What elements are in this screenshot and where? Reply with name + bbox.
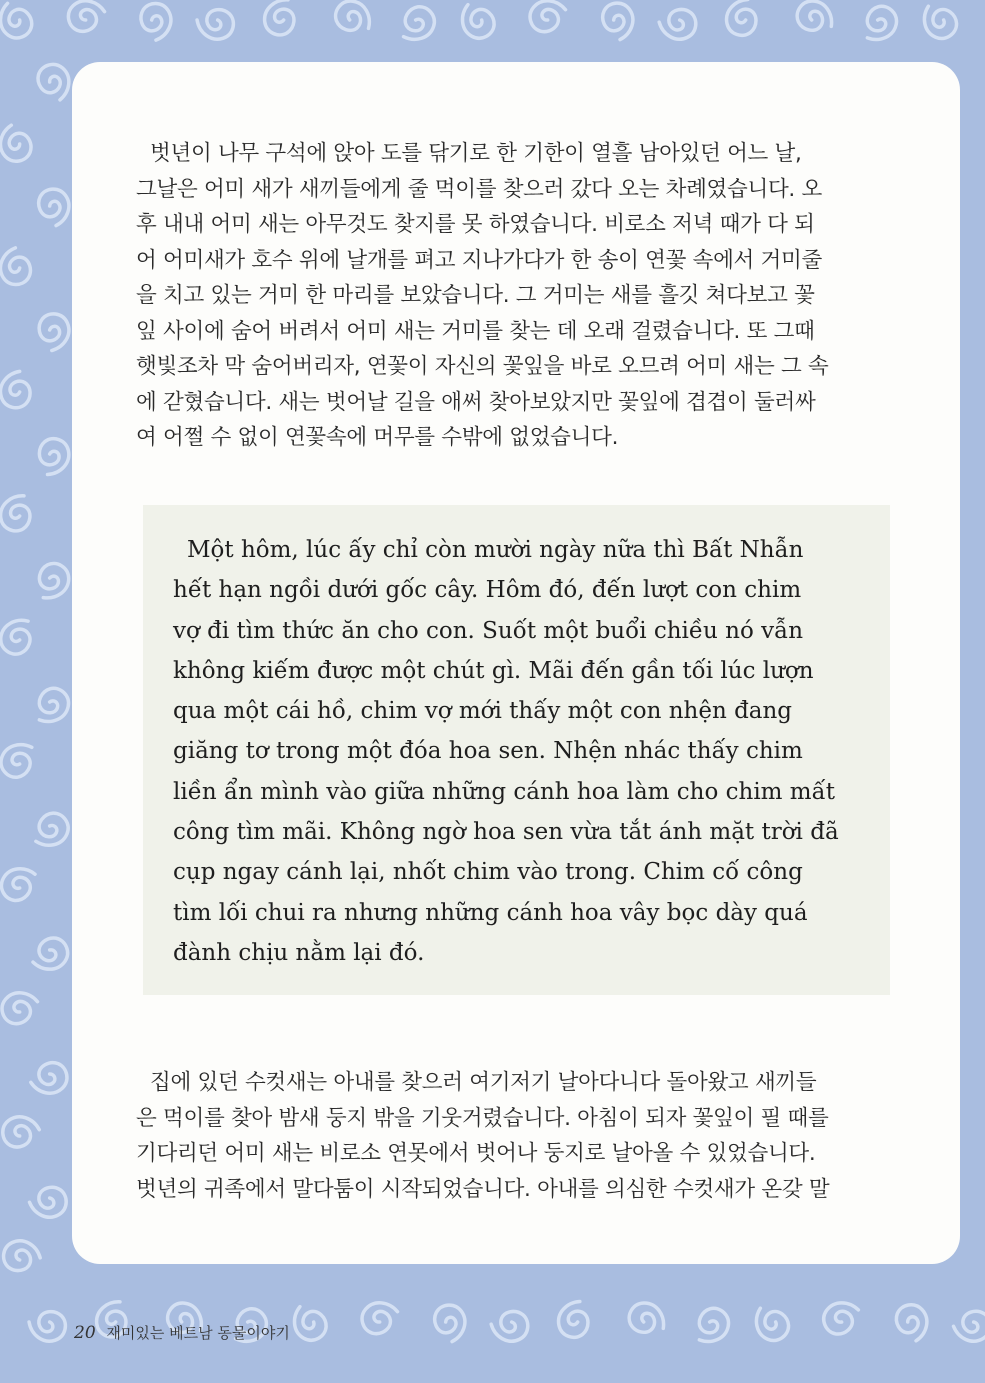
swirl-shape xyxy=(0,496,30,532)
swirl-shape xyxy=(29,932,74,978)
swirl-shape xyxy=(524,0,569,38)
swirl-shape xyxy=(264,0,295,35)
swirl-shape xyxy=(356,1294,401,1339)
swirl-shape xyxy=(0,861,39,906)
text-line: liền ẩn mình vào giữa những cánh hoa làm cho chim mất xyxy=(173,778,835,805)
swirl-shape xyxy=(890,1299,935,1345)
text-line: qua một cái hồ, chim vợ mới thấy một con nhện đang xyxy=(173,698,793,725)
swirl-shape xyxy=(35,310,74,353)
text-line: giăng tơ trong một đóa hoa sen. Nhện nhác thấy chim xyxy=(173,738,803,765)
swirl-shape xyxy=(657,5,700,44)
text-line: hết hạn ngồi dưới gốc cây. Hôm đó, đến lượt con chim xyxy=(173,577,802,604)
page-number: 20 xyxy=(74,1323,96,1343)
text-line: cụp ngay cánh lại, nhốt chim vào trong. Chim cố công xyxy=(173,859,803,886)
swirl-shape xyxy=(0,984,41,1029)
swirl-shape xyxy=(31,808,73,853)
swirl-shape xyxy=(796,0,833,32)
text-line: 집에 있던 수컷새는 아내를 찾으러 여기저기 날아다니다 돌아왔고 새끼들 xyxy=(150,1070,817,1095)
swirl-shape xyxy=(724,0,758,37)
text-line: 기다리던 어미 새는 비로소 연못에서 벗어나 둥지로 날아올 수 있었습니다. xyxy=(136,1141,816,1166)
swirl-shape xyxy=(196,6,237,43)
text-line: 후 내내 어미 새는 아무것도 찾지를 못 하였습니다. 비로소 저녁 때가 다 되 xyxy=(136,212,815,237)
swirl-shape xyxy=(28,1308,69,1345)
swirl-shape xyxy=(749,1303,794,1345)
text-line: 은 먹이를 찾아 밤새 둥지 밖을 기웃거렸습니다. 아침이 되자 꽃잎이 필 때를 xyxy=(136,1105,829,1131)
book-title: 재미있는 베트남 동물이야기 xyxy=(106,1324,290,1342)
swirl-shape xyxy=(0,245,35,289)
swirl-shape xyxy=(628,1302,665,1334)
text-line: Một hôm, lúc ấy chỉ còn mười ngày nữa thì Bất Nhẫn xyxy=(187,537,804,563)
swirl-shape xyxy=(0,1109,42,1152)
swirl-shape xyxy=(818,1294,863,1340)
text-line: 에 갇혔습니다. 새는 벗어날 길을 애써 찾아보았지만 꽃잎에 겹겹이 둘러싸 xyxy=(136,389,816,415)
swirl-shape xyxy=(62,0,108,37)
text-line: 벗년이 나무 구석에 앉아 도를 닦기로 한 기한이 열흘 남아있던 어느 날, xyxy=(150,141,802,166)
swirl-shape xyxy=(34,685,72,727)
swirl-shape xyxy=(454,0,499,44)
text-line: 그날은 어미 새가 새끼들에게 줄 먹이를 찾으러 갔다 오는 차례였습니다. 오 xyxy=(136,176,822,202)
swirl-shape xyxy=(0,1235,42,1274)
swirl-shape xyxy=(951,1306,985,1348)
text-line: công tìm mãi. Không ngờ hoa sen vừa tắt ánh mặt trời đã xyxy=(173,819,839,846)
swirl-shape xyxy=(33,183,76,228)
swirl-shape xyxy=(37,437,71,476)
swirl-shape xyxy=(399,2,439,45)
swirl-shape xyxy=(556,1301,590,1340)
swirl-shape xyxy=(429,1299,472,1344)
korean-paragraph-1 xyxy=(136,136,926,456)
swirl-shape xyxy=(0,370,33,411)
swirl-shape xyxy=(597,0,640,42)
text-line: 을 치고 있는 거미 한 마리를 보았습니다. 그 거미는 새를 흘깃 쳐다보고 꽃 xyxy=(136,283,815,308)
swirl-shape xyxy=(28,1057,74,1102)
text-line: tìm lối chui ra nhưng những cánh hoa vây bọc dày quá xyxy=(173,899,808,926)
vietnamese-paragraph xyxy=(173,530,873,973)
swirl-shape xyxy=(0,738,37,781)
text-line: 잎 사이에 숨어 버려서 어미 새는 거미를 찾는 데 오래 걸렸습니다. 또 그때 xyxy=(136,318,815,344)
text-line: không kiếm được một chút gì. Mãi đến gần tối lúc lượn xyxy=(173,657,814,684)
text-line: 여 어쩔 수 없이 연꽃속에 머무를 수밖에 없었습니다. xyxy=(136,425,619,450)
swirl-shape xyxy=(32,58,77,103)
korean-paragraph-2 xyxy=(136,1065,926,1207)
swirl-shape xyxy=(38,563,70,600)
text-line: 어 어미새가 호수 위에 날개를 펴고 지나가다가 한 송이 연꽃 속에서 거미줄 xyxy=(136,247,822,273)
swirl-shape xyxy=(286,1302,331,1346)
text-line: 햇빛조차 막 숨어버리자, 연꽃이 자신의 꽃잎을 바로 오므려 어미 새는 그 속 xyxy=(136,354,829,379)
text-line: vợ đi tìm thức ăn cho con. Suốt một buổi chiều nó vẫn xyxy=(173,617,804,644)
swirl-shape xyxy=(694,1305,732,1347)
text-line: 벗년의 귀족에서 말다툼이 시작되었습니다. 아내를 의심한 수컷새가 온갖 말 xyxy=(136,1176,830,1202)
swirl-shape xyxy=(136,0,178,43)
swirl-shape xyxy=(862,3,900,45)
swirl-shape xyxy=(27,1182,71,1224)
swirl-shape xyxy=(0,617,33,656)
text-line: đành chịu nằm lại đó. xyxy=(173,939,425,966)
swirl-shape xyxy=(0,122,37,168)
swirl-shape xyxy=(333,0,372,34)
swirl-shape xyxy=(0,0,38,44)
swirl-shape xyxy=(489,1307,532,1346)
swirl-shape xyxy=(917,1,962,43)
page-footer xyxy=(74,1322,290,1343)
